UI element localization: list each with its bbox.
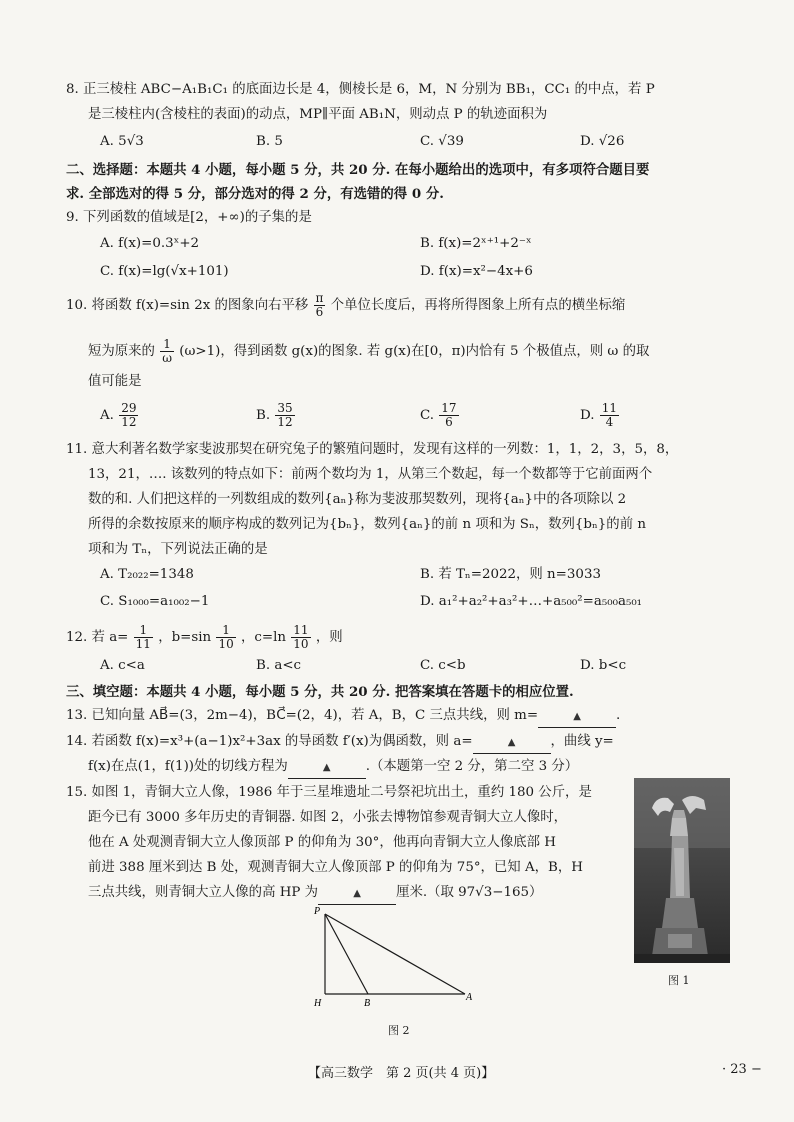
point-label-p: P xyxy=(314,906,321,917)
q8-line2: 是三棱柱内(含棱柱的表面)的动点，MP∥平面 AB₁N，则动点 P 的轨迹面积为 xyxy=(88,107,548,122)
q11-line5: 项和为 Tₙ，下列说法正确的是 xyxy=(88,542,268,557)
triangle-icon: ▲ xyxy=(353,888,361,899)
q15-line3: 他在 A 处观测青铜大立人像顶部 P 的仰角为 30°，他再向青铜大立人像底部 H xyxy=(88,835,556,850)
q11-line3: 数的和. 人们把这样的一列数组成的数列{aₙ}称为斐波那契数列，现将{aₙ}中的各项除以 2 xyxy=(88,492,627,507)
section2-heading-line2: 求. 全部选对的得 5 分，部分选对的得 2 分，有选错的得 0 分. xyxy=(66,186,444,202)
section3-heading: 三、填空题：本题共 4 小题，每小题 5 分，共 20 分. 把答案填在答题卡的相应位置. xyxy=(66,684,574,700)
q12-option-a: A. c<a xyxy=(100,658,145,673)
q9-option-d: D. f(x)=x²−4x+6 xyxy=(420,264,533,279)
q13-stem: 13. 已知向量 AB⃗=(3，2m−4)，BC⃗=(2，4)，若 A，B，C 三点共线，则 m= ▲ . xyxy=(66,706,620,728)
q9-option-a: A. f(x)=0.3ˣ+2 xyxy=(100,236,200,251)
q10-line1-end: 个单位长度后，再将所得图象上所有点的横坐标缩 xyxy=(330,298,626,313)
q9-option-b: B. f(x)=2ˣ⁺¹+2⁻ˣ xyxy=(420,236,532,251)
q14-line1: 14. 若函数 f(x)=x³+(a−1)x²+3ax 的导函数 f′(x)为偶函数，则 a= ▲ ，曲线 y= xyxy=(66,732,614,754)
q15-line5: 三点共线，则青铜大立人像的高 HP 为 ▲ 厘米.（取 97√3−165） xyxy=(88,883,542,905)
figure1-caption: 图 1 xyxy=(668,974,690,987)
q14-answer-blank-2 xyxy=(288,757,366,779)
q10-option-c: C. $\frac{17}{6}$ xyxy=(420,401,457,429)
q13-answer-blank xyxy=(538,706,616,728)
page-footer: 【高三数学 第 2 页(共 4 页)】 xyxy=(308,1066,495,1081)
q14-line2: f(x)在点(1，f(1))处的切线方程为 ▲ .（本题第一空 2 分，第二空 3 分） xyxy=(88,757,578,779)
q10-option-b: B. $\frac{35}{12}$ xyxy=(256,401,293,429)
q10-scale-fraction: $\frac{1}{\omega}$ xyxy=(162,337,173,365)
q12-a-fraction: $\frac{1}{11}$ xyxy=(135,623,151,651)
section2-heading-line1: 二、选择题：本题共 4 小题，每小题 5 分，共 20 分. 在每小题给出的选项中，有多项符合题目要 xyxy=(66,162,650,178)
q10-option-d: D. $\frac{11}{4}$ xyxy=(580,401,618,429)
q9-stem: 9. 下列函数的值域是[2，+∞)的子集的是 xyxy=(66,210,312,225)
q8-option-c: C. √39 xyxy=(420,134,464,149)
q11-line4: 所得的余数按原来的顺序构成的数列记为{bₙ}，数列{aₙ}的前 n 项和为 Sₙ，数列{bₙ}的前 n xyxy=(88,517,646,532)
q12-c-fraction: $\frac{11}{10}$ xyxy=(293,623,309,651)
q15-line2: 距今已有 3000 多年历史的青铜器. 如图 2，小张去博物馆参观青铜大立人像时， xyxy=(88,810,567,825)
q10-option-a: A. $\frac{29}{12}$ xyxy=(100,401,137,429)
point-label-h: H xyxy=(314,998,322,1009)
q8-line1: 8. 正三棱柱 ABC−A₁B₁C₁ 的底面边长是 4，侧棱长是 6，M，N 分别为 BB₁，CC₁ 的中点，若 P xyxy=(66,82,655,97)
figure2-triangle-diagram xyxy=(300,900,490,1020)
q9-option-c: C. f(x)=lg(√x+101) xyxy=(100,264,229,279)
point-label-a: A xyxy=(466,992,473,1003)
q11-option-b: B. 若 Tₙ=2022，则 n=3033 xyxy=(420,567,601,582)
q8-option-d: D. √26 xyxy=(580,134,625,149)
q11-option-a: A. T₂₀₂₂=1348 xyxy=(100,567,194,582)
q11-option-d: D. a₁²+a₂²+a₃²+…+a₅₀₀²=a₅₀₀a₅₀₁ xyxy=(420,594,643,609)
q15-line4: 前进 388 厘米到达 B 处，观测青铜大立人像顶部 P 的仰角为 75°，已知 A，B，H xyxy=(88,860,583,875)
q10-line2-end: (ω>1)，得到函数 g(x)的图象. 若 g(x)在[0，π)内恰有 5 个极值点，则 ω 的取 xyxy=(179,344,650,359)
q14-answer-blank-1 xyxy=(473,732,551,754)
q8-option-a: A. 5√3 xyxy=(100,134,144,149)
q15-line1: 15. 如图 1，青铜大立人像，1986 年于三星堆遗址二号祭祀坑出土，重约 180 公斤，是 xyxy=(66,785,592,800)
q10-line2-start: 短为原来的 xyxy=(88,344,155,359)
q10-shift-fraction: $\frac{\pi}{6}$ xyxy=(315,291,324,319)
triangle-icon: ▲ xyxy=(322,762,331,773)
q12-option-c: C. c<b xyxy=(420,658,466,673)
q8-option-b: B. 5 xyxy=(256,134,283,149)
figure1-statue-photo xyxy=(634,778,730,963)
q12-option-d: D. b<c xyxy=(580,658,627,673)
q10-line2 xyxy=(88,338,649,365)
point-label-b: B xyxy=(364,998,371,1009)
figure2-caption: 图 2 xyxy=(388,1024,410,1037)
q10-line3: 值可能是 xyxy=(88,374,142,389)
triangle-icon: ▲ xyxy=(507,737,516,748)
q11-line1: 11. 意大利著名数学家斐波那契在研究兔子的繁殖问题时，发现有这样的一列数：1，1，2，3，5，8， xyxy=(66,442,679,457)
statue-illustration xyxy=(634,778,730,963)
q10-line1 xyxy=(66,292,625,319)
page-code: · 23 − xyxy=(722,1062,762,1077)
q12-b-fraction: $\frac{1}{10}$ xyxy=(218,623,234,651)
q10-line1-start: 10. 将函数 f(x)=sin 2x 的图象向右平移 xyxy=(66,298,309,313)
q12-stem: 12. 若 a= $\frac{1}{11}$ ，b=sin $\frac{1}{10}$ ，c=ln $\frac{11}{10}$ ，则 xyxy=(66,623,343,651)
q12-option-b: B. a<c xyxy=(256,658,302,673)
triangle-icon: ▲ xyxy=(573,711,581,722)
q11-option-c: C. S₁₀₀₀=a₁₀₀₂−1 xyxy=(100,594,210,609)
q11-line2: 13，21，…. 该数列的特点如下：前两个数均为 1，从第三个数起，每一个数都等于它前面两个 xyxy=(88,467,653,482)
